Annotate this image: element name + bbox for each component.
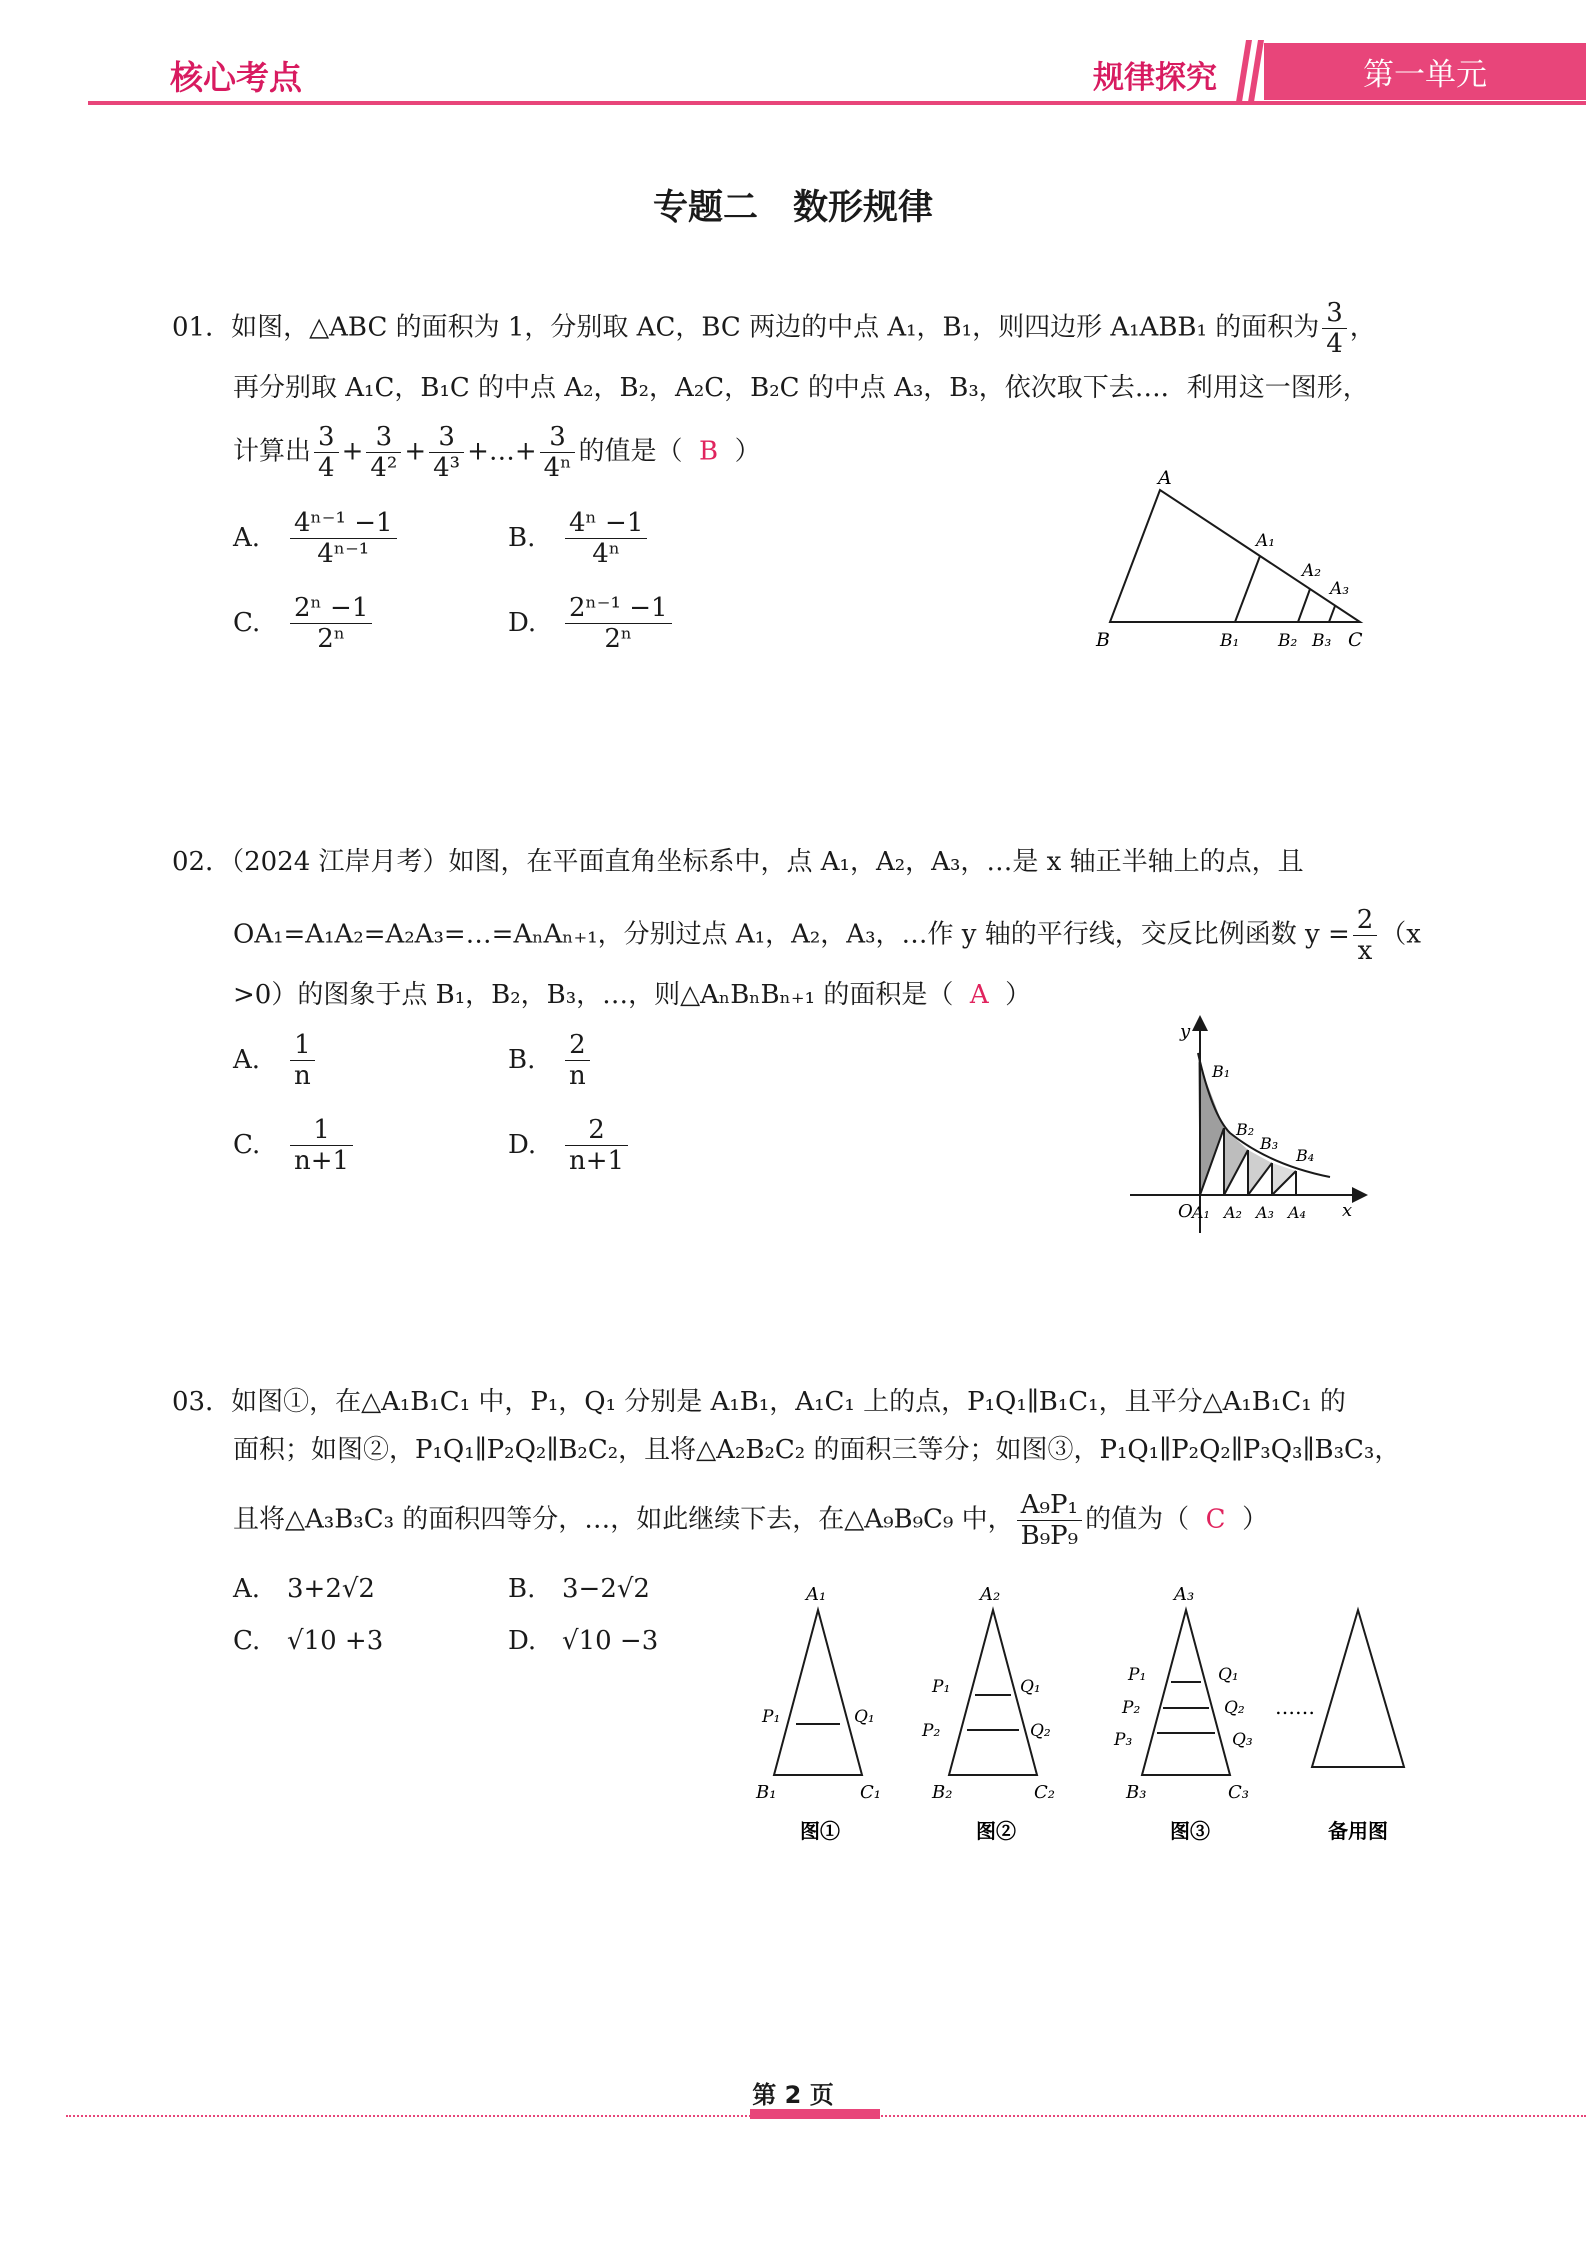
q2-text2-post: （x: [1380, 919, 1421, 950]
fig2-label-Q1: Q₁: [1020, 1677, 1041, 1697]
frac-denominator: 4: [1326, 329, 1343, 359]
fig3-label-Q1: Q₁: [1218, 1665, 1239, 1685]
fig2-label-Q2: Q₂: [1030, 1721, 1051, 1741]
fig3-label-C: C₃: [1228, 1782, 1249, 1803]
label-A1: A₁: [1192, 1203, 1210, 1222]
frac-denominator: 4ⁿ⁻¹: [317, 539, 370, 569]
q2-line1: 02．（2024 江岸月考）如图，在平面直角坐标系中，点 A₁，A₂，A₃，…是 x 轴正半轴上的点，且: [172, 847, 1304, 877]
q1-text3: 计算出: [233, 436, 312, 467]
label-B2: B₂: [1236, 1120, 1255, 1139]
label-y-axis: y: [1180, 1021, 1191, 1042]
fig1-caption: 图①: [800, 1819, 840, 1843]
frac-numerator: 2ⁿ⁻¹ −1: [565, 593, 672, 624]
fig3-label-P1: P₁: [1128, 1665, 1147, 1685]
q3-answer: C: [1205, 1504, 1226, 1535]
option-fraction: [290, 593, 372, 654]
q2-answer: A: [969, 980, 989, 1010]
option-fraction: [565, 1115, 628, 1176]
frac-numerator: 2: [565, 1115, 628, 1146]
frac-denominator: 4ⁿ: [592, 539, 621, 569]
option-fraction: [290, 1030, 315, 1091]
q1-text1: 01．如图，△ABC 的面积为 1，分别取 AC，BC 两边的中点 A₁，B₁，则四边形 A₁ABB₁ 的面积为: [172, 312, 1320, 343]
frac-numerator: A₉P₁: [1017, 1490, 1082, 1521]
page-number: 第 2 页: [752, 2081, 834, 2109]
option-label: A.: [233, 1574, 261, 1604]
fig2-label-P2: P₂: [922, 1721, 941, 1741]
q3-line3: [233, 1490, 1268, 1551]
q3-ratio-fraction: [1017, 1490, 1082, 1551]
frac-numerator: 2ⁿ −1: [290, 593, 372, 624]
frac-numerator: 3: [1322, 298, 1347, 329]
q3-option-c: [233, 1626, 383, 1656]
header-unit-badge: 第一单元: [1264, 43, 1586, 100]
label-x-axis: x: [1342, 1200, 1353, 1221]
frac-numerator: 3: [366, 422, 401, 453]
label-B3: B₃: [1312, 631, 1332, 651]
fig2-caption: 图②: [976, 1819, 1016, 1843]
option-value: 3−2√2: [562, 1574, 650, 1604]
label-B1: B₁: [1220, 631, 1240, 651]
q3-text3: 且将△A₃B₃C₃ 的面积四等分，…，如此继续下去，在△A₉B₉C₉ 中，: [233, 1504, 1014, 1535]
option-label: B.: [508, 1044, 536, 1075]
fig2-label-C: C₂: [1034, 1782, 1055, 1803]
option-fraction: [565, 1030, 590, 1091]
fig1-label-P1: P₁: [762, 1707, 781, 1727]
label-A3: A₃: [1256, 1203, 1274, 1222]
q2-option-a: [233, 1030, 318, 1091]
label-B4: B₄: [1296, 1146, 1315, 1165]
label-origin: O: [1178, 1201, 1193, 1222]
fig3-label-A: A₃: [1174, 1584, 1195, 1605]
header-slash-decoration: [1236, 40, 1266, 102]
label-A1: A₁: [1256, 531, 1276, 551]
q1-text3-post: 的值是（: [578, 436, 683, 467]
frac-denominator: 2ⁿ: [604, 624, 633, 654]
frac-numerator: 2: [565, 1030, 590, 1061]
fig2-label-B: B₂: [932, 1782, 953, 1803]
frac-numerator: 4ⁿ⁻¹ −1: [290, 508, 397, 539]
fig3-caption: 图③: [1170, 1819, 1210, 1843]
q2-option-d: [508, 1115, 631, 1176]
fig3-label-P3: P₃: [1114, 1730, 1133, 1750]
q3-triangles-figure: [740, 1570, 1460, 1850]
option-label: D.: [508, 1129, 537, 1160]
q1-term4: [540, 422, 576, 483]
q1-term1: [314, 422, 339, 483]
frac-denominator: x: [1357, 936, 1373, 966]
q2-option-c: [233, 1115, 356, 1176]
q2-line2: [233, 905, 1421, 966]
q1-line3: [233, 422, 761, 483]
fig3-label-Q2: Q₂: [1224, 1698, 1245, 1718]
option-fraction: [290, 508, 397, 569]
frac-denominator: 4²: [370, 453, 398, 483]
q1-option-c: [233, 593, 375, 654]
plus-sign: +: [404, 436, 427, 467]
label-B3: B₃: [1260, 1134, 1279, 1153]
spare-figure-caption: 备用图: [1328, 1819, 1388, 1843]
page-title: 专题二 数形规律: [652, 188, 933, 228]
label-B2: B₂: [1278, 631, 1298, 651]
plus-sign: +: [341, 436, 364, 467]
frac-numerator: 2: [1353, 905, 1378, 936]
label-A2: A₂: [1224, 1203, 1242, 1222]
option-label: A.: [233, 522, 261, 553]
q1-term3: [429, 422, 464, 483]
frac-numerator: 1: [290, 1115, 353, 1146]
option-value: 3+2√2: [287, 1574, 375, 1604]
option-label: A.: [233, 1044, 261, 1075]
option-value: √10 −3: [562, 1626, 659, 1656]
q1-option-b: [508, 508, 650, 569]
q1-term2: [366, 422, 401, 483]
q1-triangle-figure: [1090, 460, 1390, 660]
option-label: C.: [233, 1626, 261, 1656]
fig3-label-Q3: Q₃: [1232, 1730, 1253, 1750]
q3-close: ）: [1242, 1504, 1269, 1535]
label-B1: B₁: [1212, 1062, 1231, 1081]
continuation-dots: ……: [1275, 1695, 1315, 1719]
q3-option-d: [508, 1626, 658, 1656]
option-label: B.: [508, 522, 536, 553]
header-section-label: 核心考点: [170, 58, 302, 97]
frac-numerator: 3: [540, 422, 576, 453]
fig2-label-P1: P₁: [932, 1677, 951, 1697]
frac-denominator: B₉P₉: [1020, 1521, 1079, 1551]
option-label: D.: [508, 1626, 537, 1656]
header-topic-label: 规律探究: [1093, 60, 1217, 96]
q2-text3: >0）的图象于点 B₁，B₂，B₃，…，则△AₙBₙBₙ₊₁ 的面积是（: [233, 980, 954, 1010]
q2-function-fraction: [1353, 905, 1378, 966]
header-rule: [88, 101, 1586, 105]
option-fraction: [565, 593, 672, 654]
q3-line2: 面积；如图②，P₁Q₁∥P₂Q₂∥B₂C₂，且将△A₂B₂C₂ 的面积三等分；如图③，P₁Q₁∥P₂Q₂∥P₃Q₃∥B₃C₃，: [233, 1435, 1401, 1465]
frac-numerator: 4ⁿ −1: [565, 508, 647, 539]
q3-option-b: [508, 1574, 650, 1604]
label-A2: A₂: [1302, 561, 1322, 581]
fig1-label-Q1: Q₁: [854, 1707, 875, 1727]
option-value: √10 +3: [287, 1626, 384, 1656]
q3-text3-post: 的值为（: [1085, 1504, 1190, 1535]
q1-close: ）: [734, 436, 761, 467]
option-fraction: [565, 508, 647, 569]
option-label: B.: [508, 1574, 536, 1604]
frac-denominator: n+1: [569, 1146, 625, 1176]
option-label: D.: [508, 607, 537, 638]
q3-line1: 03．如图①，在△A₁B₁C₁ 中，P₁，Q₁ 分别是 A₁B₁，A₁C₁ 上的点，P₁Q₁∥B₁C₁，且平分△A₁B₁C₁ 的: [172, 1387, 1346, 1417]
label-B: B: [1096, 629, 1110, 651]
fig3-label-B: B₃: [1126, 1782, 1147, 1803]
fig2-label-A: A₂: [980, 1584, 1001, 1605]
q2-option-b: [508, 1030, 593, 1091]
q3-option-a: [233, 1574, 375, 1604]
frac-denominator: 2ⁿ: [317, 624, 346, 654]
option-label: C.: [233, 607, 261, 638]
label-C: C: [1348, 629, 1363, 651]
q1-answer: B: [699, 436, 719, 467]
q1-line1: [172, 298, 1376, 359]
fig3-label-P2: P₂: [1122, 1698, 1141, 1718]
fig1-label-A: A₁: [806, 1584, 827, 1605]
label-A: A: [1158, 467, 1172, 489]
frac-numerator: 1: [290, 1030, 315, 1061]
frac-numerator: 3: [429, 422, 464, 453]
frac-denominator: n: [294, 1061, 311, 1091]
frac-numerator: 3: [314, 422, 339, 453]
option-fraction: [290, 1115, 353, 1176]
frac-denominator: 4: [318, 453, 335, 483]
fig1-label-B: B₁: [756, 1782, 777, 1803]
q2-close: ）: [1005, 980, 1032, 1010]
q2-text2: OA₁=A₁A₂=A₂A₃=…=AₙAₙ₊₁，分别过点 A₁，A₂，A₃，…作 y 轴的平行线，交反比例函数 y =: [233, 919, 1350, 950]
q2-line3: [233, 975, 1031, 1015]
footer-accent-bar: [750, 2109, 880, 2119]
ellipsis-sign: +…+: [467, 436, 537, 467]
q1-line2: 再分别取 A₁C，B₁C 的中点 A₂，B₂，A₂C，B₂C 的中点 A₃，B₃，依次取下去…．利用这一图形，: [233, 373, 1369, 403]
label-A3: A₃: [1330, 579, 1350, 599]
fig1-label-C: C₁: [860, 1782, 881, 1803]
frac-denominator: 4ⁿ: [543, 453, 572, 483]
frac-denominator: 4³: [433, 453, 461, 483]
q1-option-a: [233, 508, 400, 569]
option-label: C.: [233, 1129, 261, 1160]
q2-hyperbola-figure: [1120, 1015, 1380, 1240]
frac-denominator: n: [569, 1061, 586, 1091]
q1-comma: ，: [1349, 312, 1376, 343]
frac-denominator: n+1: [294, 1146, 350, 1176]
label-A4: A₄: [1288, 1203, 1306, 1222]
q1-option-d: [508, 593, 675, 654]
q1-area-fraction: [1322, 298, 1347, 359]
